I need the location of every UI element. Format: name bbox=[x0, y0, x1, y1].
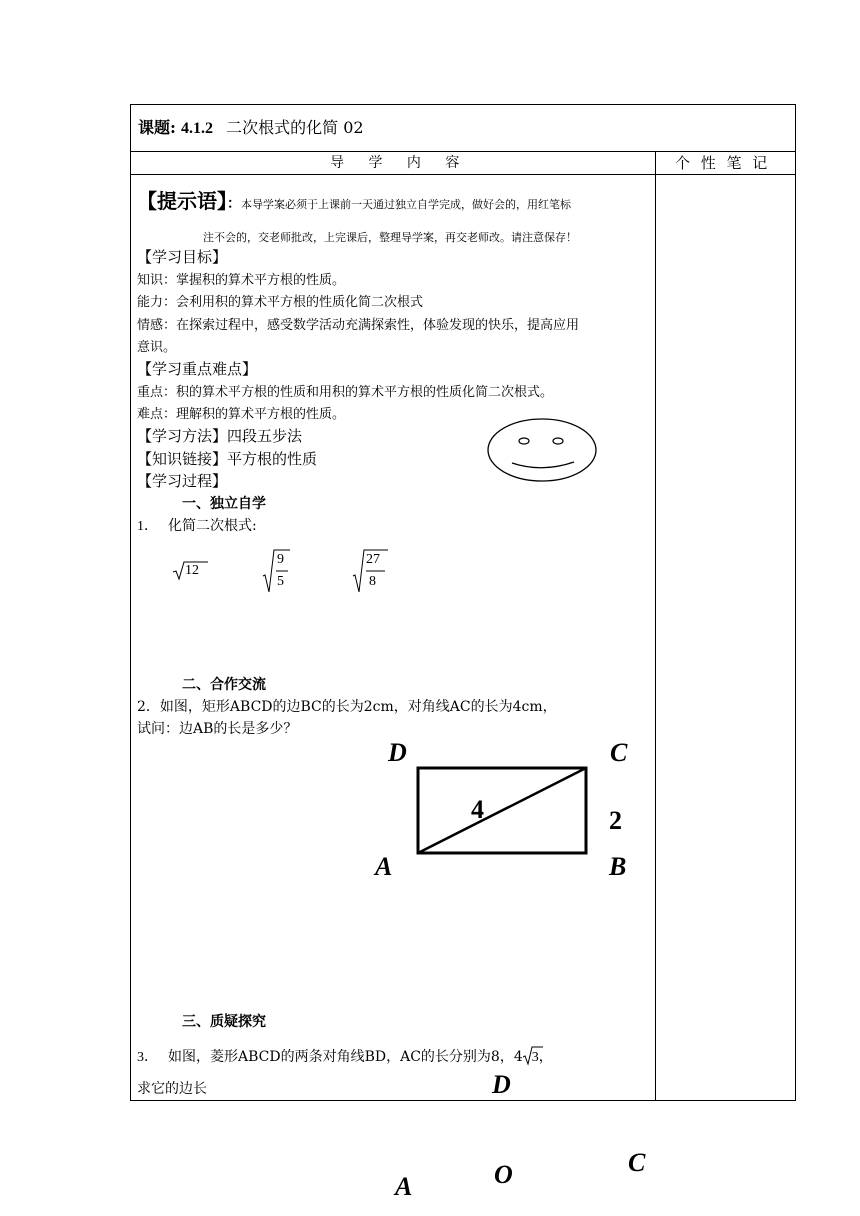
question-1: 1． 化简二次根式: bbox=[137, 518, 257, 534]
sqrt-3: 3 bbox=[523, 1048, 539, 1067]
radical-sign-icon bbox=[262, 548, 290, 594]
keypoint-difficulty: 难点：理解积的算术平方根的性质。 bbox=[137, 407, 346, 422]
section-2-title: 二、合作交流 bbox=[182, 677, 266, 693]
section-1-title: 一、独立自学 bbox=[182, 496, 266, 512]
rhombus-label-O: O bbox=[494, 1160, 513, 1189]
header-divider bbox=[130, 151, 796, 152]
title-text: 二次根式的化简 02 bbox=[226, 118, 364, 137]
column-divider bbox=[655, 151, 656, 1101]
objectives-heading: 【学习目标】 bbox=[137, 248, 228, 266]
keypoints-heading: 【学习重点难点】 bbox=[137, 360, 258, 378]
lesson-title bbox=[138, 118, 364, 139]
side-length-label: 2 bbox=[609, 806, 622, 835]
table-border-right bbox=[795, 104, 796, 1101]
rectangle-figure bbox=[416, 766, 588, 856]
objective-ability: 能力：会利用积的算术平方根的性质化简二次根式 bbox=[137, 295, 424, 310]
prompt-text-1: 本导学案必须于上课前一天通过独立自学完成，做好会的，用红笔标 bbox=[241, 198, 571, 211]
rhombus-label-C: C bbox=[628, 1148, 646, 1177]
diagonal-length-label: 4 bbox=[471, 795, 484, 824]
section-3-title: 三、质疑探究 bbox=[182, 1014, 266, 1030]
smiley-face-icon bbox=[486, 417, 598, 483]
content-column-header: 导 学 内 容 bbox=[330, 155, 460, 171]
table-border-top bbox=[130, 104, 796, 105]
table-border-left bbox=[130, 104, 131, 1101]
objective-emotion-1: 情感：在探索过程中，感受数学活动充满探索性，体验发现的快乐，提高应用 bbox=[137, 318, 580, 333]
rhombus-label-A: A bbox=[395, 1172, 413, 1201]
table-border-bottom bbox=[130, 1100, 796, 1101]
question-2-line-1: 2．如图，矩形ABCD的边BC的长为2cm，对角线AC的长为4cm， bbox=[137, 699, 557, 715]
vertex-label-C: C bbox=[610, 738, 628, 767]
objective-knowledge: 知识：掌握积的算术平方根的性质。 bbox=[137, 273, 346, 288]
column-header-divider bbox=[130, 174, 796, 175]
question-2-line-2: 试问：边AB的长是多少？ bbox=[137, 721, 298, 737]
prompt-line-1: 【提示语】：本导学案必须于上课前一天通过独立自学完成，做好会的，用红笔标 bbox=[137, 189, 571, 213]
question-3-line-1: 3． 如图，菱形ABCD的两条对角线BD，AC的长分别为8，4 3， bbox=[137, 1049, 553, 1065]
keypoint-focus: 重点：积的算术平方根的性质和用积的算术平方根的性质化简二次根式。 bbox=[137, 385, 554, 400]
vertex-label-D: D bbox=[388, 738, 407, 767]
rhombus-label-D: D bbox=[492, 1070, 511, 1099]
objective-emotion-2: 意识。 bbox=[137, 340, 177, 355]
notes-column-header: 个 性 笔 记 bbox=[675, 154, 768, 172]
prompt-line-2: 注不会的，交老师批改，上完课后，整理导学案，再交老师改。请注意保存！ bbox=[203, 231, 577, 244]
vertex-label-A: A bbox=[375, 852, 393, 881]
link-line: 【知识链接】平方根的性质 bbox=[137, 450, 318, 468]
vertex-label-B: B bbox=[609, 852, 627, 881]
question-3-line-2: 求它的边长 bbox=[137, 1081, 207, 1097]
process-heading: 【学习过程】 bbox=[137, 472, 228, 490]
radical-sqrt-12: 12 bbox=[172, 560, 208, 582]
radical-sqrt-27-over-8: 27 8 bbox=[352, 548, 388, 594]
title-number: 4.1.2 bbox=[181, 120, 214, 137]
title-prefix: 课题: bbox=[138, 118, 176, 137]
method-line: 【学习方法】四段五步法 bbox=[137, 427, 303, 445]
prompt-label: 【提示语】 bbox=[137, 189, 227, 213]
radical-sqrt-9-over-5: 9 5 bbox=[262, 548, 290, 594]
